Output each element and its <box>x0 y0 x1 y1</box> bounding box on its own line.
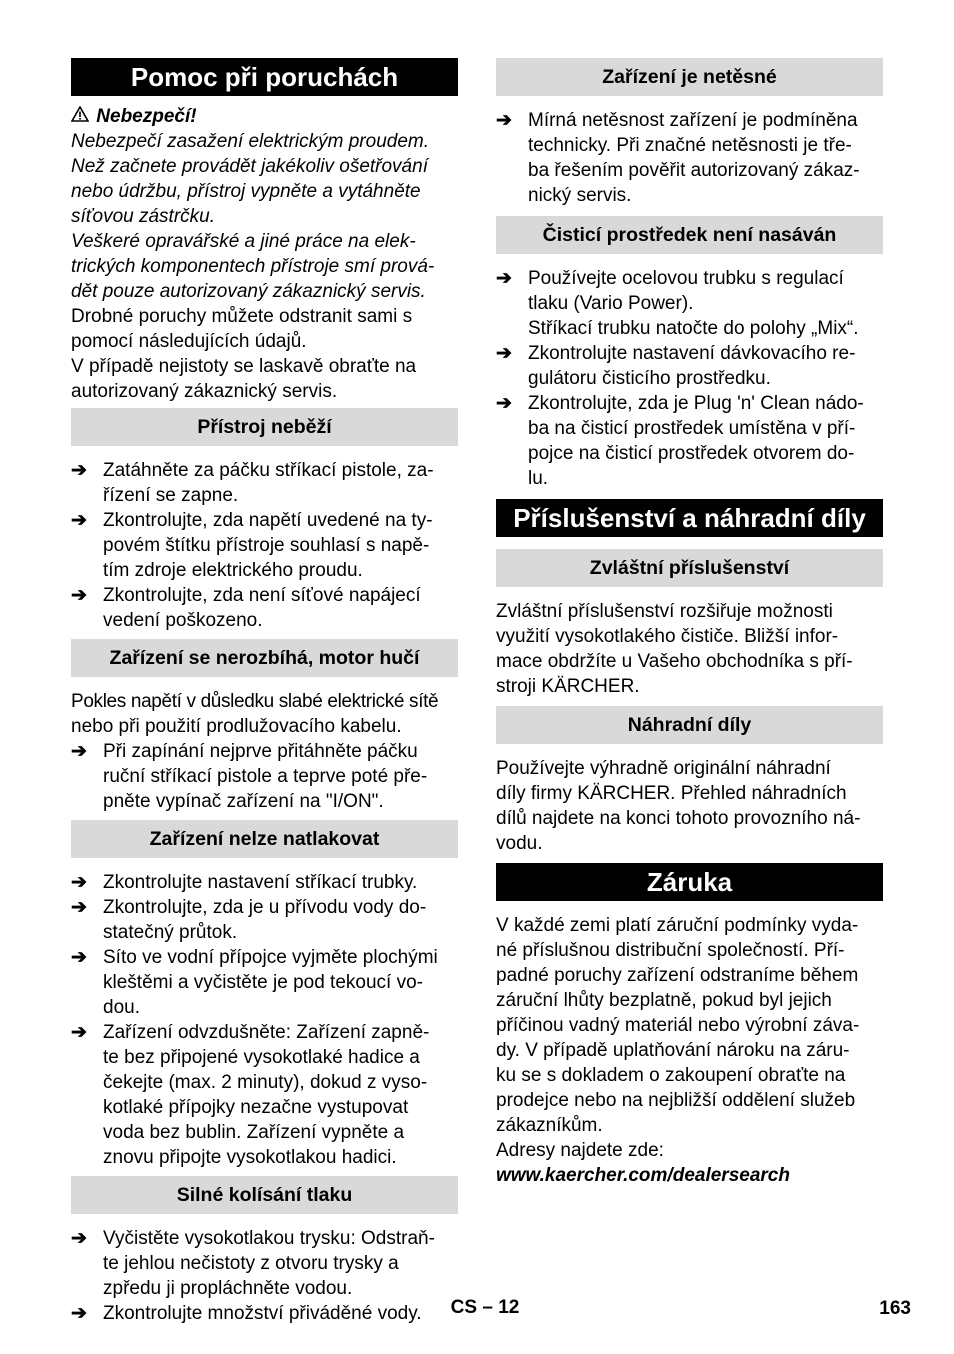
list-item-text: Používejte ocelovou trubku s regulací tlaku (Vario Power). Stříkací trubku natočte do polohy „Mix“. <box>528 268 859 339</box>
list-item-text: Zkontrolujte nastavení stříkací trubky. <box>103 872 418 893</box>
intro-line: pomocí následujících údajů. <box>71 331 307 352</box>
danger-line: síťovou zástrčku. <box>71 206 216 227</box>
list-item <box>496 108 883 208</box>
danger-line: Nebezpečí zasažení elektrickým proudem. <box>71 131 429 152</box>
danger-line: trických komponentech přístroje smí prová- <box>71 256 435 277</box>
list-item <box>71 1301 458 1326</box>
list-item <box>496 266 883 341</box>
list-item <box>71 508 458 583</box>
text-line: stroji KÄRCHER. <box>496 676 640 697</box>
right-arrow-icon: ➔ <box>71 741 87 762</box>
danger-line: dět pouze autorizovaný zákaznický servis. <box>71 281 426 302</box>
heading-detergent: Čisticí prostředek není nasáván <box>496 216 883 254</box>
detergent-list <box>496 266 883 491</box>
heading-accessories: Příslušenství a náhradní díly <box>496 499 883 537</box>
danger-line: Veškeré opravářské a jiné práce na elek- <box>71 231 416 252</box>
heading-leaking: Zařízení je netěsné <box>496 58 883 96</box>
list-item-text: Mírná netěsnost zařízení je podmíněna technicky. Při značné netěsnosti je tře- ba řešením pověřit autorizovaný zákaz- nický servis. <box>528 110 860 206</box>
right-arrow-icon: ➔ <box>496 393 512 414</box>
text-line: dy. V případě uplatňování nároku na záru- <box>496 1040 850 1061</box>
list-item <box>71 583 458 633</box>
intro-line: Drobné poruchy můžete odstranit sami s <box>71 306 413 327</box>
spare-parts-text <box>496 756 883 856</box>
leaking-list <box>496 108 883 208</box>
right-arrow-icon: ➔ <box>71 947 87 968</box>
right-arrow-icon: ➔ <box>71 1228 87 1249</box>
pressure-fluctuation-list <box>71 1226 458 1326</box>
text-line: Používejte výhradně originální náhradní <box>496 758 831 779</box>
list-item-text: Vyčistěte vysokotlakou trysku: Odstraň- te jehlou nečistoty z otvoru trysky a zpředu ji propláchněte vodou. <box>103 1228 435 1299</box>
right-arrow-icon: ➔ <box>71 897 87 918</box>
right-arrow-icon: ➔ <box>496 343 512 364</box>
intro-line: V případě nejistoty se laskavě obraťte na <box>71 356 417 377</box>
no-pressure-list <box>71 870 458 1170</box>
warranty-text <box>496 913 883 1163</box>
list-item <box>71 1020 458 1170</box>
text-line: ku se s dokladem o zakoupení obraťte na <box>496 1065 846 1086</box>
text-line: využití vysokotlakého čističe. Bližší infor- <box>496 626 839 647</box>
danger-text <box>71 129 458 304</box>
list-item <box>496 391 883 491</box>
list-item-text: Zatáhněte za páčku stříkací pistole, za- řízení se zapne. <box>103 460 434 506</box>
list-item <box>71 945 458 1020</box>
warning-triangle-icon <box>71 104 91 129</box>
text-line: zákazníkům. <box>496 1115 603 1136</box>
special-accessories-text <box>496 599 883 699</box>
list-item-text: Zařízení odvzdušněte: Zařízení zapně- te bez připojené vysokotlaké hadice a čekejte (max. 2 minuty), dokud z vyso- kotlaké přípojky nezačne vystupovat voda bez bublin. Zařízení vypněte a znovu připojte vysokotlakou hadici. <box>103 1022 430 1168</box>
list-item <box>496 341 883 391</box>
heading-troubleshooting: Pomoc při poruchách <box>71 58 458 96</box>
danger-heading <box>71 104 458 129</box>
list-item-text: Zkontrolujte, zda není síťové napájecí vedení poškozeno. <box>103 585 421 631</box>
right-arrow-icon: ➔ <box>71 510 87 531</box>
list-item-text: Při zapínání nejprve přitáhněte páčku ruční stříkací pistole a teprve poté pře- pněte vypínač zařízení na "I/ON". <box>103 741 428 812</box>
heading-not-running: Přístroj neběží <box>71 408 458 446</box>
heading-pressure-fluctuation: Silné kolísání tlaku <box>71 1176 458 1214</box>
text-line: záruční lhůty bezplatně, pokud byl jejich <box>496 990 832 1011</box>
heading-warranty: Záruka <box>496 863 883 901</box>
motor-text-line: nebo při použití prodlužovacího kabelu. <box>71 716 402 737</box>
text-line: Zvláštní příslušenství rozšiřuje možnosti <box>496 601 833 622</box>
page-number: 163 <box>879 1298 911 1319</box>
right-arrow-icon: ➔ <box>496 110 512 131</box>
intro-text <box>71 304 458 404</box>
heading-special-accessories: Zvláštní příslušenství <box>496 549 883 587</box>
list-item-text: Síto ve vodní přípojce vyjměte plochými kleštěmi a vyčistěte je pod tekoucí vo- dou. <box>103 947 438 1018</box>
text-line: V každé zemi platí záruční podmínky vyda- <box>496 915 859 936</box>
list-item-text: Zkontrolujte množství přiváděné vody. <box>103 1303 422 1324</box>
list-item-text: Zkontrolujte nastavení dávkovacího re- gulátoru čisticího prostředku. <box>528 343 856 389</box>
list-item <box>71 870 458 895</box>
left-column <box>71 58 458 1326</box>
text-line: vodu. <box>496 833 543 854</box>
text-line: příčinou vadný materiál nebo výrobní záva- <box>496 1015 860 1036</box>
right-column <box>496 58 883 1188</box>
right-arrow-icon: ➔ <box>71 460 87 481</box>
list-item-text: Zkontrolujte, zda je u přívodu vody do- statečný průtok. <box>103 897 427 943</box>
danger-title: Nebezpečí! <box>96 106 197 127</box>
right-arrow-icon: ➔ <box>496 268 512 289</box>
text-line: díly firmy KÄRCHER. Přehled náhradních <box>496 783 847 804</box>
motor-list <box>71 739 458 814</box>
list-item-text: Zkontrolujte, zda je Plug 'n' Clean nádo- ba na čisticí prostředek umístěna v pří- pojce na čisticí prostředek otvorem do- lu. <box>528 393 864 489</box>
text-line: padné poruchy zařízení odstraníme během <box>496 965 859 986</box>
not-running-list <box>71 458 458 633</box>
heading-spare-parts: Náhradní díly <box>496 706 883 744</box>
list-item <box>71 1226 458 1301</box>
heading-no-pressure: Zařízení nelze natlakovat <box>71 820 458 858</box>
list-item <box>71 895 458 945</box>
danger-line: nebo údržbu, přístroj vypněte a vytáhněte <box>71 181 421 202</box>
right-arrow-icon: ➔ <box>71 1303 87 1324</box>
danger-line: Než začnete provádět jakékoliv ošetřování <box>71 156 428 177</box>
heading-motor-hums: Zařízení se nerozbíhá, motor hučí <box>71 639 458 677</box>
text-line: dílů najdete na konci tohoto provozního ná- <box>496 808 861 829</box>
list-item-text: Zkontrolujte, zda napětí uvedené na ty- povém štítku přístroje souhlasí s napě- tím zdroje elektrického proudu. <box>103 510 433 581</box>
section-code: CS – 12 <box>450 1297 520 1318</box>
right-arrow-icon: ➔ <box>71 872 87 893</box>
intro-line: autorizovaný zákaznický servis. <box>71 381 338 402</box>
list-item <box>71 739 458 814</box>
text-line: mace obdržíte u Vašeho obchodníka s pří- <box>496 651 853 672</box>
text-line: prodejce nebo na nejbližší oddělení služeb <box>496 1090 856 1111</box>
text-line: Adresy najdete zde: <box>496 1140 664 1161</box>
text-line: né příslušnou distribuční společností. Pří- <box>496 940 845 961</box>
list-item <box>71 458 458 508</box>
right-arrow-icon: ➔ <box>71 585 87 606</box>
motor-text-line: Pokles napětí v důsledku slabé elektrické sítě <box>71 691 439 712</box>
dealer-search-link[interactable]: www.kaercher.com/dealersearch <box>496 1165 790 1186</box>
right-arrow-icon: ➔ <box>71 1022 87 1043</box>
